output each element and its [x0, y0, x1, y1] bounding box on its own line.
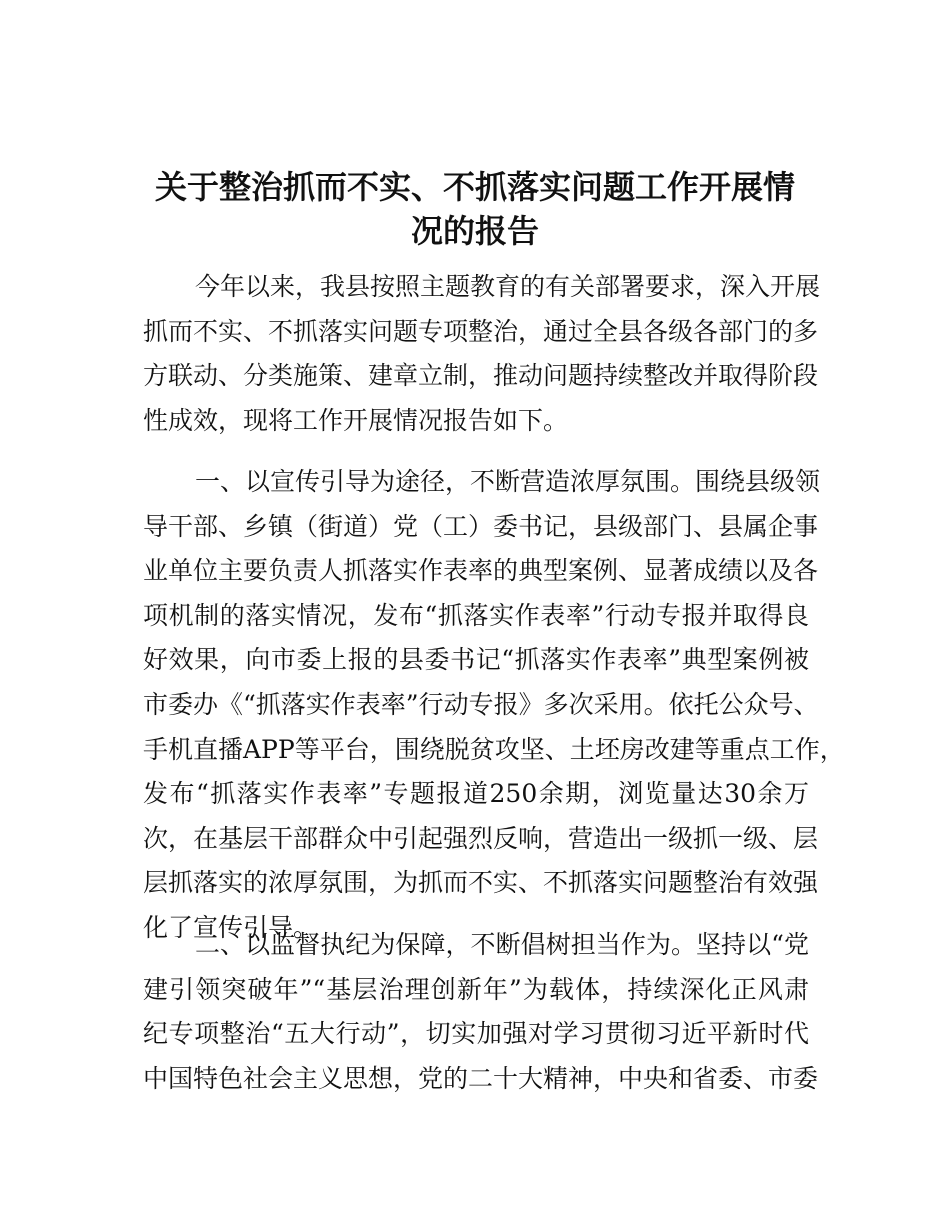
- paragraph-intro: [143, 265, 821, 443]
- text-line: 一、以宣传引导为途径，不断营造浓厚氛围。围绕县级领: [195, 467, 821, 496]
- text-line: 市委办《“抓落实作表率”行动专报》多次采用。依托公众号、: [143, 689, 819, 719]
- text-line: 业单位主要负责人抓落实作表率的典型案例、显著成绩以及各: [143, 556, 819, 586]
- text-line: 项机制的落实情况，发布“抓落实作表率”行动专报并取得良: [143, 600, 809, 630]
- text-line: 中国特色社会主义思想，党的二十大精神，中央和省委、市委: [143, 1063, 819, 1093]
- text-line: 方联动、分类施策、建章立制，推动问题持续整改并取得阶段: [143, 361, 819, 391]
- title-line: 关于整治抓而不实、不抓落实问题工作开展情: [154, 168, 795, 206]
- text-line: 性成效，现将工作开展情况报告如下。: [143, 405, 569, 435]
- text-line: 化了宣传引导。: [143, 912, 319, 942]
- text-line: 次，在基层干部群众中引起强烈反响，营造出一级抓一级、层: [143, 823, 819, 853]
- text-line: 今年以来，我县按照主题教育的有关部署要求，深入开展: [195, 272, 821, 301]
- text-line: 层抓落实的浓厚氛围，为抓而不实、不抓落实问题整治有效强: [143, 868, 819, 898]
- text-line: 纪专项整治“五大行动”，切实加强对学习贯彻习近平新时代: [143, 1019, 809, 1049]
- text-line: 导干部、乡镇（街道）党（工）委书记，县级部门、县属企事: [143, 511, 819, 541]
- paragraph-section-2: [143, 923, 819, 1101]
- text-line: 好效果，向市委上报的县委书记“抓落实作表率”典型案例被: [143, 645, 809, 675]
- text-line: 抓而不实、不抓落实问题专项整治，通过全县各级各部门的多: [143, 316, 819, 346]
- document-title: [140, 165, 810, 253]
- text-line: 二、以监督执纪为保障，不断倡树担当作为。坚持以“党: [195, 930, 809, 959]
- text-line: 发布“抓落实作表率”专题报道250余期，浏览量达30余万: [143, 779, 809, 809]
- title-line: 况的报告: [410, 212, 539, 250]
- paragraph-section-1: [143, 460, 845, 951]
- text-line: 手机直播APP等平台，围绕脱贫攻坚、土坯房改建等重点工作，: [143, 734, 845, 764]
- text-line: 建引领突破年”“基层治理创新年”为载体，持续深化正风肃: [143, 974, 809, 1004]
